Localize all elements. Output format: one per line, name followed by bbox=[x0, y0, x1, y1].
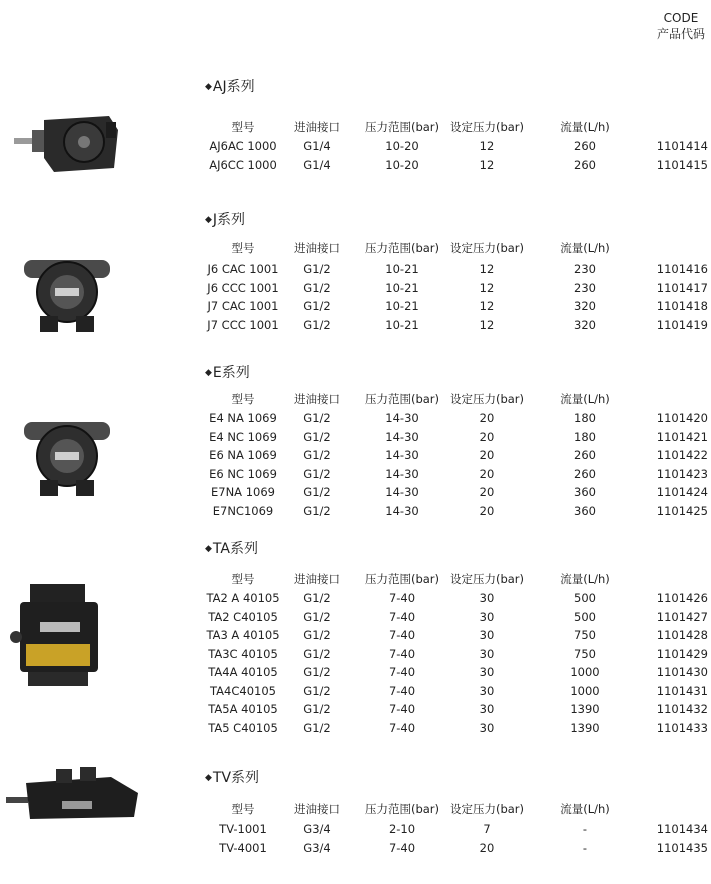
column-header-set-pressure: 设定压力(bar) bbox=[449, 572, 525, 586]
cell-flow: 1000 bbox=[570, 665, 600, 679]
section-title-text: TA系列 bbox=[212, 541, 258, 557]
cell-code: 1101417 bbox=[656, 280, 708, 295]
cell-flow: - bbox=[582, 822, 588, 836]
cell-flow: 320 bbox=[574, 299, 596, 313]
cell-code: 1101425 bbox=[656, 503, 708, 518]
cell-model: TA2 C40105 bbox=[208, 609, 278, 624]
table-row bbox=[0, 820, 711, 838]
cell-pressure-range: 7-40 bbox=[388, 683, 416, 698]
cell-inlet: G1/2 bbox=[303, 591, 331, 605]
cell-inlet: G1/2 bbox=[303, 466, 331, 481]
cell-pressure-range: 7-40 bbox=[388, 628, 416, 642]
cell-set-pressure: 30 bbox=[479, 702, 495, 716]
cell-model: E7NA 1069 bbox=[211, 485, 275, 499]
cell-flow: - bbox=[582, 840, 588, 855]
cell-set-pressure: 12 bbox=[479, 317, 495, 332]
cell-code: 1101424 bbox=[656, 485, 708, 499]
cell-pressure-range: 7-40 bbox=[388, 720, 416, 735]
cell-inlet: G1/2 bbox=[303, 429, 331, 444]
column-header-flow: 流量(L/h) bbox=[560, 572, 610, 586]
cell-set-pressure: 30 bbox=[479, 628, 495, 642]
column-header-model: 型号 bbox=[231, 120, 255, 134]
cell-code: 1101419 bbox=[656, 317, 708, 332]
cell-code: 1101431 bbox=[656, 683, 708, 698]
table-row bbox=[0, 626, 711, 644]
column-header-model: 型号 bbox=[231, 392, 255, 406]
cell-flow: 320 bbox=[574, 317, 596, 332]
table-row bbox=[0, 316, 711, 334]
cell-inlet: G1/2 bbox=[303, 609, 331, 624]
cell-set-pressure: 30 bbox=[479, 646, 495, 661]
cell-model: TA4C40105 bbox=[210, 683, 276, 698]
table-row bbox=[0, 137, 711, 155]
cell-inlet: G1/4 bbox=[303, 139, 331, 153]
cell-pressure-range: 7-40 bbox=[388, 702, 416, 716]
column-header-pressure-range: 压力范围(bar) bbox=[364, 120, 440, 134]
cell-code: 1101429 bbox=[656, 646, 708, 661]
cell-model: J7 CAC 1001 bbox=[207, 299, 279, 313]
cell-inlet: G3/4 bbox=[303, 840, 331, 855]
cell-flow: 500 bbox=[574, 609, 596, 624]
cell-pressure-range: 10-21 bbox=[385, 280, 419, 295]
cell-code: 1101430 bbox=[656, 665, 708, 679]
cell-set-pressure: 12 bbox=[479, 262, 495, 276]
table-row bbox=[0, 682, 711, 700]
cell-code: 1101423 bbox=[656, 466, 708, 481]
cell-pressure-range: 7-40 bbox=[388, 665, 416, 679]
column-header-inlet: 进油接口 bbox=[294, 572, 340, 586]
column-header-set-pressure: 设定压力(bar) bbox=[449, 120, 525, 134]
cell-code: 1101434 bbox=[656, 822, 708, 836]
cell-inlet: G3/4 bbox=[303, 822, 331, 836]
cell-pressure-range: 14-30 bbox=[385, 503, 419, 518]
table-row bbox=[0, 502, 711, 520]
cell-code: 1101416 bbox=[656, 262, 708, 276]
table-row bbox=[0, 446, 711, 464]
cell-code: 1101421 bbox=[656, 429, 708, 444]
cell-flow: 360 bbox=[574, 503, 596, 518]
cell-pressure-range: 14-30 bbox=[385, 448, 419, 462]
column-header-model: 型号 bbox=[231, 802, 255, 816]
cell-flow: 360 bbox=[574, 485, 596, 499]
column-header-flow: 流量(L/h) bbox=[560, 802, 610, 816]
cell-pressure-range: 10-20 bbox=[385, 157, 419, 172]
cell-set-pressure: 12 bbox=[479, 139, 495, 153]
cell-pressure-range: 10-20 bbox=[385, 139, 419, 153]
cell-code: 1101420 bbox=[656, 411, 708, 425]
cell-pressure-range: 10-21 bbox=[385, 317, 419, 332]
cell-code: 1101418 bbox=[656, 299, 708, 313]
section-title bbox=[205, 538, 258, 558]
diamond-bullet-icon: ◆ bbox=[205, 773, 212, 783]
cell-set-pressure: 30 bbox=[479, 665, 495, 679]
column-header-inlet: 进油接口 bbox=[294, 120, 340, 134]
cell-inlet: G1/2 bbox=[303, 628, 331, 642]
column-header-flow: 流量(L/h) bbox=[560, 241, 610, 255]
cell-model: TA4A 40105 bbox=[208, 665, 278, 679]
column-header-set-pressure: 设定压力(bar) bbox=[449, 392, 525, 406]
table-row bbox=[0, 700, 711, 718]
cell-set-pressure: 20 bbox=[479, 466, 495, 481]
table-row bbox=[0, 297, 711, 315]
cell-set-pressure: 12 bbox=[479, 280, 495, 295]
cell-inlet: G1/4 bbox=[303, 157, 331, 172]
cell-set-pressure: 30 bbox=[479, 683, 495, 698]
cell-inlet: G1/2 bbox=[303, 280, 331, 295]
section-title bbox=[205, 209, 245, 229]
section-title bbox=[205, 767, 259, 787]
cell-model: E6 NC 1069 bbox=[209, 466, 277, 481]
code-header-cn: 产品代码 bbox=[656, 27, 705, 41]
cell-pressure-range: 2-10 bbox=[388, 822, 416, 836]
diamond-bullet-icon: ◆ bbox=[205, 82, 212, 92]
cell-set-pressure: 12 bbox=[479, 299, 495, 313]
column-header-inlet: 进油接口 bbox=[294, 802, 340, 816]
table-row bbox=[0, 719, 711, 737]
cell-flow: 500 bbox=[574, 591, 596, 605]
column-header-pressure-range: 压力范围(bar) bbox=[364, 572, 440, 586]
column-header-row bbox=[0, 118, 711, 136]
column-header-set-pressure: 设定压力(bar) bbox=[449, 241, 525, 255]
cell-inlet: G1/2 bbox=[303, 262, 331, 276]
cell-flow: 1000 bbox=[570, 683, 600, 698]
cell-model: TA5A 40105 bbox=[208, 702, 278, 716]
column-header-row bbox=[0, 800, 711, 818]
column-header-row bbox=[0, 239, 711, 257]
column-header-inlet: 进油接口 bbox=[294, 241, 340, 255]
cell-code: 1101428 bbox=[656, 628, 708, 642]
cell-set-pressure: 20 bbox=[479, 840, 495, 855]
cell-model: TA3C 40105 bbox=[208, 646, 278, 661]
section-title-text: J系列 bbox=[212, 212, 246, 228]
cell-model: TA2 A 40105 bbox=[206, 591, 280, 605]
cell-flow: 180 bbox=[574, 429, 596, 444]
cell-model: TV-4001 bbox=[219, 840, 267, 855]
cell-pressure-range: 7-40 bbox=[388, 609, 416, 624]
cell-code: 1101414 bbox=[656, 139, 708, 153]
cell-pressure-range: 14-30 bbox=[385, 429, 419, 444]
cell-inlet: G1/2 bbox=[303, 683, 331, 698]
column-header-pressure-range: 压力范围(bar) bbox=[364, 241, 440, 255]
section-title-text: TV系列 bbox=[212, 770, 260, 786]
cell-inlet: G1/2 bbox=[303, 299, 331, 313]
cell-code: 1101433 bbox=[656, 720, 708, 735]
cell-inlet: G1/2 bbox=[303, 646, 331, 661]
table-row bbox=[0, 645, 711, 663]
cell-model: TA3 A 40105 bbox=[206, 628, 280, 642]
cell-set-pressure: 12 bbox=[479, 157, 495, 172]
column-header-model: 型号 bbox=[231, 572, 255, 586]
cell-model: E7NC1069 bbox=[212, 503, 274, 518]
cell-set-pressure: 30 bbox=[479, 720, 495, 735]
cell-pressure-range: 10-21 bbox=[385, 299, 419, 313]
column-header-pressure-range: 压力范围(bar) bbox=[364, 802, 440, 816]
diamond-bullet-icon: ◆ bbox=[205, 368, 212, 378]
cell-model: AJ6AC 1000 bbox=[209, 139, 277, 153]
cell-flow: 260 bbox=[574, 157, 596, 172]
cell-flow: 260 bbox=[574, 448, 596, 462]
cell-inlet: G1/2 bbox=[303, 503, 331, 518]
cell-code: 1101426 bbox=[656, 591, 708, 605]
table-row bbox=[0, 428, 711, 446]
table-row bbox=[0, 156, 711, 174]
cell-pressure-range: 14-30 bbox=[385, 466, 419, 481]
cell-set-pressure: 30 bbox=[479, 591, 495, 605]
cell-model: J7 CCC 1001 bbox=[207, 317, 279, 332]
cell-set-pressure: 20 bbox=[479, 503, 495, 518]
cell-flow: 260 bbox=[574, 466, 596, 481]
cell-set-pressure: 20 bbox=[479, 485, 495, 499]
column-header-flow: 流量(L/h) bbox=[560, 392, 610, 406]
cell-inlet: G1/2 bbox=[303, 485, 331, 499]
cell-inlet: G1/2 bbox=[303, 702, 331, 716]
cell-flow: 1390 bbox=[570, 702, 600, 716]
cell-set-pressure: 7 bbox=[483, 822, 491, 836]
cell-set-pressure: 20 bbox=[479, 448, 495, 462]
cell-model: E6 NA 1069 bbox=[209, 448, 277, 462]
cell-code: 1101432 bbox=[656, 702, 708, 716]
cell-pressure-range: 7-40 bbox=[388, 840, 416, 855]
diamond-bullet-icon: ◆ bbox=[205, 215, 212, 225]
cell-inlet: G1/2 bbox=[303, 448, 331, 462]
cell-inlet: G1/2 bbox=[303, 317, 331, 332]
cell-model: J6 CAC 1001 bbox=[207, 262, 279, 276]
column-header-inlet: 进油接口 bbox=[294, 392, 340, 406]
code-header bbox=[657, 10, 705, 42]
column-header-row bbox=[0, 390, 711, 408]
cell-flow: 750 bbox=[574, 646, 596, 661]
section-title bbox=[205, 362, 250, 382]
table-row bbox=[0, 409, 711, 427]
section-title bbox=[205, 76, 255, 96]
cell-inlet: G1/2 bbox=[303, 411, 331, 425]
cell-model: E4 NC 1069 bbox=[209, 429, 277, 444]
table-row bbox=[0, 260, 711, 278]
cell-code: 1101422 bbox=[656, 448, 708, 462]
table-row bbox=[0, 839, 711, 857]
column-header-model: 型号 bbox=[231, 241, 255, 255]
cell-flow: 230 bbox=[574, 262, 596, 276]
cell-pressure-range: 14-30 bbox=[385, 485, 419, 499]
cell-pressure-range: 14-30 bbox=[385, 411, 419, 425]
table-row bbox=[0, 663, 711, 681]
cell-set-pressure: 20 bbox=[479, 429, 495, 444]
table-row bbox=[0, 589, 711, 607]
cell-inlet: G1/2 bbox=[303, 665, 331, 679]
cell-pressure-range: 7-40 bbox=[388, 646, 416, 661]
cell-model: TA5 C40105 bbox=[208, 720, 278, 735]
cell-model: J6 CCC 1001 bbox=[207, 280, 279, 295]
table-row bbox=[0, 608, 711, 626]
cell-set-pressure: 20 bbox=[479, 411, 495, 425]
cell-flow: 180 bbox=[574, 411, 596, 425]
table-row bbox=[0, 279, 711, 297]
cell-pressure-range: 10-21 bbox=[385, 262, 419, 276]
table-row bbox=[0, 465, 711, 483]
column-header-pressure-range: 压力范围(bar) bbox=[364, 392, 440, 406]
cell-inlet: G1/2 bbox=[303, 720, 331, 735]
cell-code: 1101427 bbox=[656, 609, 708, 624]
section-title-text: E系列 bbox=[212, 365, 250, 381]
column-header-set-pressure: 设定压力(bar) bbox=[449, 802, 525, 816]
diamond-bullet-icon: ◆ bbox=[205, 544, 212, 554]
cell-flow: 230 bbox=[574, 280, 596, 295]
cell-flow: 750 bbox=[574, 628, 596, 642]
table-row bbox=[0, 483, 711, 501]
cell-code: 1101435 bbox=[656, 840, 708, 855]
cell-model: E4 NA 1069 bbox=[209, 411, 277, 425]
cell-set-pressure: 30 bbox=[479, 609, 495, 624]
code-header-en: CODE bbox=[663, 11, 699, 25]
section-title-text: AJ系列 bbox=[212, 79, 255, 95]
cell-model: TV-1001 bbox=[219, 822, 267, 836]
cell-pressure-range: 7-40 bbox=[388, 591, 416, 605]
cell-flow: 260 bbox=[574, 139, 596, 153]
cell-code: 1101415 bbox=[656, 157, 708, 172]
column-header-row bbox=[0, 570, 711, 588]
column-header-flow: 流量(L/h) bbox=[560, 120, 610, 134]
cell-model: AJ6CC 1000 bbox=[209, 157, 277, 172]
cell-flow: 1390 bbox=[570, 720, 600, 735]
